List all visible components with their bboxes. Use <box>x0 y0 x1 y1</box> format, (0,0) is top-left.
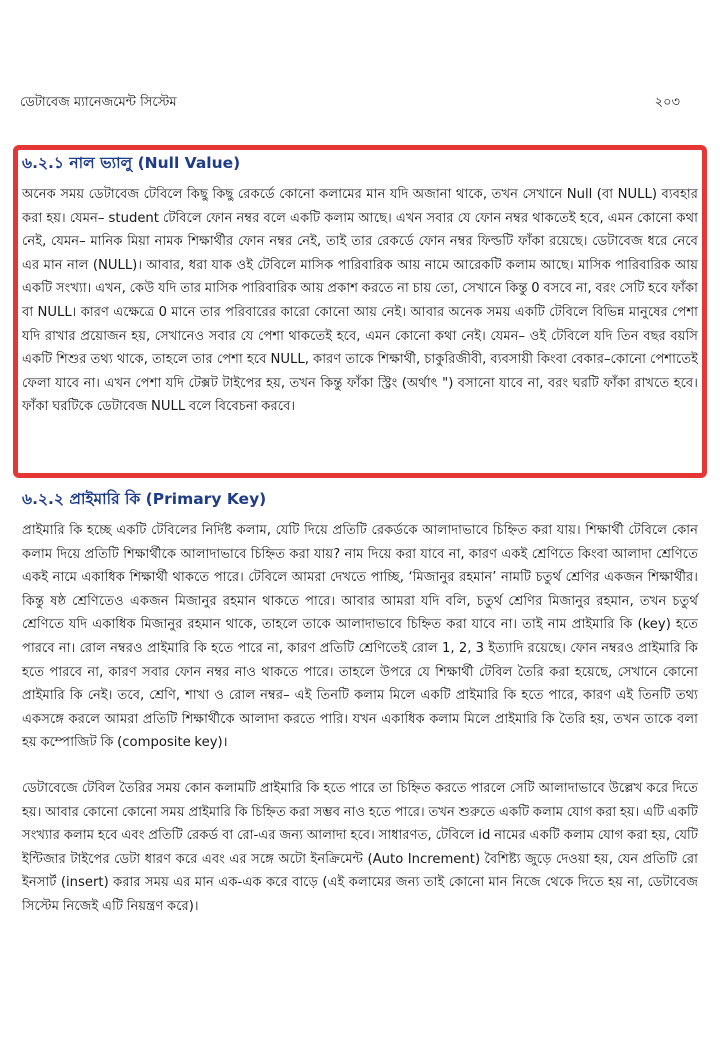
section-heading-primary-key: ৬.২.২ প্রাইমারি কি (Primary Key) <box>22 490 267 508</box>
page-number: ২০৩ <box>654 95 680 110</box>
primary-key-paragraph-2: ডেটাবেজে টেবিল তৈরির সময় কোন কলামটি প্রাইমারি কি হতে পারে তা চিহ্নিত করতে পারলে সেটি আলাদাভাবে উল্লেখ করে দিতে হয়। আবার কোনো কোনো সময় প্রাইমারি কি চিহ্নিত করা সম্ভব নাও হতে পারে। তখন শুরুতে একটি কলাম যোগ করা হয়। এটি একটি সংখ্যার কলাম হবে এবং প্রতিটি রেকর্ড বা রো-এর জন্য আলাদা হবে। সাধারণত, টেবিলে id নামের একটি কলাম যোগ করা হয়, যেটি ইন্টিজার টাইপের ডেটা ধারণ করে এবং এর সঙ্গে অটো ইনক্রিমেন্ট (Auto Increment) বৈশিষ্ট্য জুড়ে দেওয়া হয়, যেন প্রতিটি রো ইনসার্ট (insert) করার সময় এর মান এক-এক করে বাড়ে (এই কলামের জন্য তাই কোনো মান নিজে থেকে দিতে হয় না, ডেটাবেজ সিস্টেম নিজেই এটি নিয়ন্ত্রণ করে)। <box>22 780 698 914</box>
section-primary-key <box>22 487 698 919</box>
book-title: ডেটাবেজ ম্যানেজমেন্ট সিস্টেম <box>20 95 177 110</box>
null-paragraph: অনেক সময় ডেটাবেজ টেবিলে কিছু কিছু রেকর্ডে কোনো কলামের মান যদি অজানা থাকে, তখন সেখানে Null (বা NULL) ব্যবহার করা হয়। যেমন– student টেবিলে ফোন নম্বর বলে একটি কলাম আছে। এখন সবার যে ফোন নম্বর থাকতেই হবে, এমন কোনো কথা নেই, যেমন– মানিক মিয়া নামক শিক্ষার্থীর ফোন নম্বর নেই, তাই তার রেকর্ডে ফোন নম্বর ফিল্ডটি ফাঁকা রয়েছে। ডেটাবেজ ধরে নেবে এর মান নাল (NULL)। আবার, ধরা যাক ওই টেবিলে মাসিক পারিবারিক আয় নামে আরেকটি কলাম আছে। মাসিক পারিবারিক আয় একটি সংখ্যা। এখন, কেউ যদি তার মাসিক পারিবারিক আয় প্রকাশ করতে না চায় তো, সেখানে কিন্তু 0 বসবে না, বরং সেটি হবে ফাঁকা বা NULL। কারণ এক্ষেত্রে 0 মানে তার পরিবারের কারো কোনো আয় নেই। আবার অনেক সময় একটি টেবিলে বিভিন্ন মানুষের পেশা যদি রাখার প্রয়োজন হয়, সেখানেও সবার যে পেশা থাকতেই হবে, এমন কোনো কথা নেই। যেমন– ওই টেবিলে যদি তিন বছর বয়সি একটি শিশুর তথ্য থাকে, তাহলে তার পেশা হবে NULL, কারণ তাকে শিক্ষার্থী, চাকুরিজীবী, ব্যবসায়ী কিংবা বেকার–কোনো পেশাতেই ফেলা যাবে না। এখন পেশা যদি টেক্সট টাইপের হয়, তখন কিন্তু ফাঁকা স্ট্রিং (অর্থাৎ ") বসানো যাবে না, বরং ঘরটি ফাঁকা রাখতে হবে। ফাঁকা ঘরটিকে ডেটাবেজ NULL বলে বিবেচনা করবে। <box>22 187 698 415</box>
section-null-value <box>22 151 698 419</box>
running-header <box>20 93 680 114</box>
primary-key-paragraph-1: প্রাইমারি কি হচ্ছে একটি টেবিলের নির্দিষ্ট কলাম, যেটি দিয়ে প্রতিটি রেকর্ডকে আলাদাভাবে চিহ্নিত করা যায়। শিক্ষার্থী টেবিলে কোন কলাম দিয়ে প্রতিটি শিক্ষার্থীকে আলাদাভাবে চিহ্নিত করা যায়? নাম দিয়ে করা যাবে না, কারণ একই শ্রেণিতে কিংবা আলাদা শ্রেণিতে একই নামে একাধিক শিক্ষার্থী থাকতে পারে। টেবিলে আমরা দেখতে পাচ্ছি, ‘মিজানুর রহমান’ নামটি চতুর্থ শ্রেণির একজন শিক্ষার্থীর। কিন্তু ষষ্ঠ শ্রেণিতেও একজন মিজানুর রহমান থাকতে পারে। আবার আমরা যদি বলি, চতুর্থ শ্রেণির মিজানুর রহমান, তখন চতুর্থ শ্রেণিতে যদি একাধিক মিজানুর রহমান থাকে, তাহলে তাকে আলাদাভাবে চিহ্নিত করা যাবে না। তাই নাম প্রাইমারি কি (key) হতে পারবে না। রোল নম্বরও প্রাইমারি কি হতে পারে না, কারণ প্রতিটি শ্রেণিতেই রোল 1, 2, 3 ইত্যাদি রয়েছে। ফোন নম্বরও প্রাইমারি কি হতে পারবে না, কারণ সবার ফোন নম্বর নাও থাকতে পারে। তাহলে উপরে যে শিক্ষার্থী টেবিল তৈরি করা হয়েছে, সেখানে কোনো প্রাইমারি কি নেই। তবে, শ্রেণি, শাখা ও রোল নম্বর– এই তিনটি কলাম মিলে একটি প্রাইমারি কি হতে পারে, কারণ এই তিনটি তথ্য একসঙ্গে করলে আমরা প্রতিটি শিক্ষার্থীকে আলাদা করতে পারি। যখন একাধিক কলাম মিলে প্রাইমারি কি তৈরি হয়, তখন তাকে বলা হয় কম্পোজিট কি (composite key)। <box>22 523 698 751</box>
section-heading-null: ৬.২.১ নাল ভ্যালু (Null Value) <box>22 154 241 172</box>
